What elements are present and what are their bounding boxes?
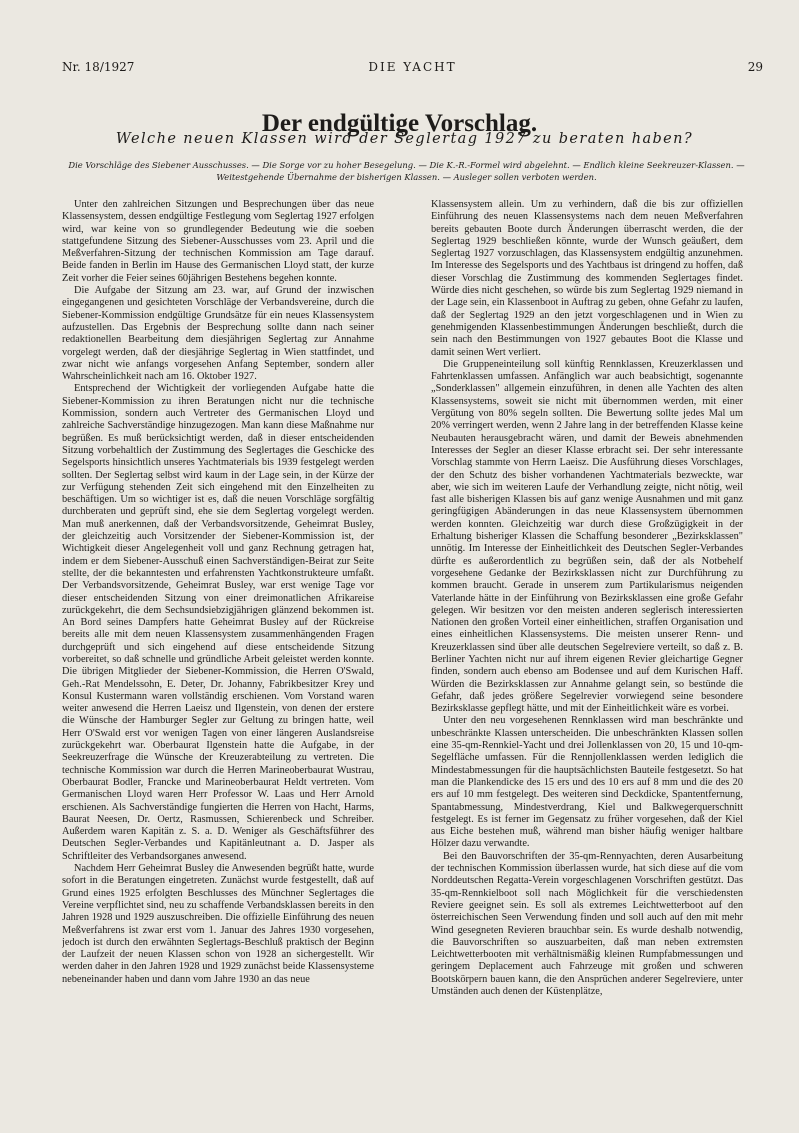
paragraph: Bei den Bauvorschriften der 35-qm-Rennyachten, deren Ausarbeitung der technischen Kommission überlassen wurde, hat sich diese auf die vom Norddeutschen Regatta-Verein vorgeschlagenen Vorschriften gestützt. Das 35-qm-Rennkielboot soll nach Möglichkeit für die verschiedensten Reviere geeignet sein. Es soll als extremes Leichtwetterboot auf den österreichischen Seen Verwendung finden und soll auch auf den mit mehr Wind gesegneten Revieren brauchbar sein. Es wurde deshalb notwendig, die Bauvorschriften so auszuarbeiten, daß man neben extremsten Leichtwetterbooten mit verhältnismäßig kleinen Rumpfabmessungen und geringem Deplacement auch Fahrzeuge mit großen und schweren Bootskörpern bauen kann, die den Ansprüchen anderer Segelreviere, unter Umständen auch denen der Küstenplätze, [431, 850, 743, 997]
paragraph: Unter den neu vorgesehenen Rennklassen wird man beschränkte und unbeschränkte Klassen unterscheiden. Die unbeschränkten Klassen sollen eine 35-qm-Rennkiel-Yacht und drei Jollenklassen von 20, 15 und 10-qm-Segelfläche umfassen. Für die Rennjollenklassen werden lediglich die Mindestabmessungen für die hauptsächlichsten Bauteile festgesetzt. So hat man die Plankendicke des 15 ers und des 10 ers auf 8 mm und die des 20 ers auf 10 mm festgelegt. Des weiteren sind Deckdicke, Spantentfernung, Spantabmessung, Mindestverdrang, Kiel und Balkwegerquerschnitt festgelegt. Es ist ferner im Gegensatz zu früher vorgesehen, daß der Kiel aus Eiche bestehen muß, während man bisher häufig weniger haltbare Hölzer dazu verwandte. [431, 715, 743, 850]
paragraph: Nachdem Herr Geheimrat Busley die Anwesenden begrüßt hatte, wurde sofort in die Beratungen eingetreten. Zunächst wurde festgestellt, daß auf Grund eines 1925 erfolgten Beschlusses des Münchner Seglertages die Vereine verpflichtet sind, neu zu schaffende Verbandsklassen bereits in den Jahren 1928 und 1929 auszuschreiben. Die offizielle Einführung des neuen Meßverfahrens ist zwar erst vom 1. Januar des Jahres 1930 vorgesehen, jedoch ist durch den erwähnten Seglertags-Beschluß praktisch der Beginn der Laufzeit der neuen Klassen schon von 1928 an sichergestellt. Wir werden daher in den Jahren 1928 und 1929 zunächst beide Klassensysteme nebeneinander haben und dann vom Jahre 1930 an das neue [62, 863, 374, 985]
paragraph: Klassensystem allein. Um zu verhindern, daß die bis zur offiziellen Einführung des neuen Klassensystems nach dem neuen Meßverfahren bereits gebauten Boote durch Änderungen überrascht werden, die der Seglertag 1929 beschließen könnte, wurde der Wunsch geäußert, dem Seglertag 1927 vorzuschlagen, das Klassensystem endgültig anzunehmen. Im Interesse des Segelsports und des Yachtbaus ist dringend zu hoffen, daß dieser Vorschlag die Zustimmung des kommenden Seglertages findet. Würde dies nicht geschehen, so würde bis zum Seglertag 1929 niemand in der Lage sein, ein Klassenboot in Auftrag zu geben, ohne Gefahr zu laufen, daß der Seglertag 1929 an den jetzt vorgeschlagenen und in Wien zu genehmigenden Klassenbestimmungen Änderungen beschließt, durch die sein nach den Bestimmungen von 1927 gebautes Boot die Klasse und damit seinen Wert verliert. [431, 199, 743, 358]
magazine-name: DIE YACHT [368, 60, 457, 74]
paragraph: Entsprechend der Wichtigkeit der vorliegenden Aufgabe hatte die Siebener-Kommission zu ihren Beratungen nicht nur die technische Kommission, sondern auch Vertreter des Germanischen Lloyd und zahlreiche Sachverständige hinzugezogen. Man kann diese Maßnahme nur begrüßen. Es muß berücksichtigt werden, daß in dieser entscheidenden Sitzung vorbehaltlich der Zustimmung des Seglertages die Geschicke des Segelsports hinsichtlich unseres Yachtmaterials bis 1939 festgelegt werden sollten. Der Seglertag selbst wird kaum in der Lage sein, in der Kürze der zur Verfügung stehenden Zeit sich eingehend mit den Einzelheiten zu beschäftigen. Um so wichtiger ist es, daß die neuen Vorschläge sorgfältig durchberaten und geprüft sind, ehe sie dem Seglertag vorgelegt werden. Man muß anerkennen, daß der Verbandsvorsitzende, Geheimrat Busley, der gleichzeitig auch Vorsitzender der Siebener-Kommission ist, der Wichtigkeit dieser Angelegenheit voll und ganz Rechnung getragen hat, indem er dem Siebener-Ausschuß einen Sachverständigen-Beirat zur Seite stellte, der die bekanntesten und erfahrensten Yachtkonstrukteure umfaßt. Der Verbandsvorsitzende, Geheimrat Busley, war erst wenige Tage vor dieser entscheidenden Sitzung von einer dreimonatlichen Afrikareise zurückgekehrt, die dem Sechsundsiebzigjährigen glänzend bekommen ist. An Bord seines Dampfers hatte Geheimrat Busley auf der Rückreise bereits alle mit dem neuen Klassensystem zusammenhängenden Fragen durchgeprüft und sich eingehend auf diese entscheidende Sitzung vorbereitet, so daß schnelle und gründliche Arbeit geleistet werden konnte. Die übrigen Mitglieder der Siebener-Kommission, die Herren O'Swald, Geh.-Rat Mendelssohn, E. Deter, Dr. Johanny, Fabrikbesitzer Krey und Konsul Kustermann waren vollständig erschienen. Vom Vorstand waren weiter anwesend die Herren Laeisz und Ilgenstein, von denen der erstere die Wünsche der Hamburger Segler zur Geltung zu bringen hatte, weil Herr O'Swald erst vor wenigen Tagen von einer längeren Auslandsreise zurückgekehrt war. Oberbaurat Ilgenstein hatte die Aufgabe, in der Seekreuzerfrage die Wünsche der Kreuzerabteilung zu vertreten. Die technische Kommission war durch die Herren Marineoberbaurat Wustrau, Oberbaurat Bodler, Francke und Marineoberbaurat Heldt vertreten. Vom Germanischen Lloyd waren Herr Professor W. Laas und Herr Arnold erschienen. Als Sachverständige fungierten die Herren von Hacht, Harms, Baurat Neesen, Dr. Oertz, Rasmussen, Schierenbeck und Schreiber. Außerdem waren Kapitän z. S. a. D. Weniger als Geschäftsführer des Deutschen Segler-Verbandes und Kapitänleutnant a. D. Jasper als Schriftleiter des Verbandsorganes anwesend. [62, 383, 374, 862]
right-column [431, 199, 743, 1089]
article-title: Der endgültige Vorschlag. [261, 109, 538, 137]
left-column [62, 199, 374, 1089]
issue-number: Nr. 18/1927 [62, 60, 135, 74]
running-head [62, 60, 763, 76]
paragraph: Die Gruppeneinteilung soll künftig Rennklassen, Kreuzerklassen und Fahrtenklassen umfassen. Anfänglich war auch beabsichtigt, sogenannte „Sonderklassen" allgemein einzuführen, in denen alle Yachten des alten Klassensystems, soweit sie nicht mit übernommen werden, mit einer Vergütung von 80% segeln sollten. Die Bewertung sollte jedes Mal um 20% verringert werden, wenn 2 Jahre lang in der betreffenden Klasse keine Neubauten herausgebracht wären, und damit der Beweis abnehmenden Interesses der Segler an dieser Klasse erbracht sei. Der sehr interessante Vorschlag stammte von Herrn Laeisz. Die Ausführung dieses Vorschlages, der den Schutz des bisher vorhandenen Yachtmaterials bezweckte, war aber, wie sich im weiteren Laufe der Verhandlung zeigte, nicht nötig, weil fast alle bisherigen Klassen bis auf ganz wenige Ausnahmen und mit ganz geringfügigen Abänderungen in das neue Klassensystem übernommen werden konnten. Gleichzeitig war durch diese Großzügigkeit in der Erhaltung bisheriger Klassen die Schaffung besonderer „Bezirksklassen" unnötig. Im Interesse der Einheitlichkeit des Deutschen Segler-Verbandes dürfte es außerordentlich zu begrüßen sein, daß der als Notbehelf vorgesehene Gedanke der Bezirksklassen nicht zur Durchführung zu kommen braucht. Gerade in unserem zum Partikularismus neigenden Vaterlande hätte in der Einführung von Bezirksklassen eine große Gefahr gelegen. Wir besitzen vor den meisten anderen seglerisch interessierten Nationen den großen Vorteil einer einheitlichen, straffen Organisation und eines einheitlichen Klassensystems. Die meisten unserer Renn- und Kreuzerklassen sind über alle deutschen Segelreviere verteilt, so daß z. B. Berliner Yachten nicht nur auf ihrem eigenen Revier gleichartige Gegner finden, sondern auch ebenso am Bodensee und auf dem Kurischen Haff. Würden die Bezirksklassen zur Annahme gelangt sein, so bestünde die Gefahr, daß jedes größere Segelrevier vorwiegend seine besondere Bezirksklasse gepflegt hätte, und mit der Einheitlichkeit wäre es vorbei. [431, 358, 743, 715]
paragraph: Die Aufgabe der Sitzung am 23. war, auf Grund der inzwischen eingegangenen und gesichteten Vorschläge der Verbandsvereine, durch die Siebener-Kommission endgültige Grundsätze für ein neues Klassensystem aufzustellen. Das Ergebnis der Besprechung sollte dann nach seiner redaktionellen Bearbeitung dem diesjährigen Seglertag zur Annahme vorgelegt werden, daß der diesjährige Seglertag in Wien stattfindet, und zwar nicht wie anfangs vorgesehen Anfang September, sondern aller Wahrscheinlichkeit nach am 16. Oktober 1927. [62, 285, 374, 383]
paragraph: Unter den zahlreichen Sitzungen und Besprechungen über das neue Klassensystem, dessen endgültige Festlegung vom Seglertag 1927 erfolgen wird, war keine von so grundlegender Bedeutung wie die soeben stattgefundene Sitzung des Siebener-Ausschusses vom 23. April und die Meßverfahren-Sitzung der technischen Kommission am Tage darauf. Beide fanden in Berlin im Hause des Germanischen Lloyd statt, der kurze Zeit vorher die Feier seines 60jährigen Bestehens begehen konnte. [62, 199, 374, 284]
page-number: 29 [747, 60, 763, 74]
article-subtitle: Welche neuen Klassen wird der Seglertag 1927 zu beraten haben? [115, 131, 694, 147]
article-summary: Die Vorschläge des Siebener Ausschusses. — Die Sorge vor zu hoher Besegelung. — Die K.-R.-Formel wird abgelehnt. — Endlich kleine Seekreuzer-Klassen. — Weitestgehende Übernahme der bisherigen Klassen. — Ausleger sollen verboten werden. [68, 160, 745, 182]
